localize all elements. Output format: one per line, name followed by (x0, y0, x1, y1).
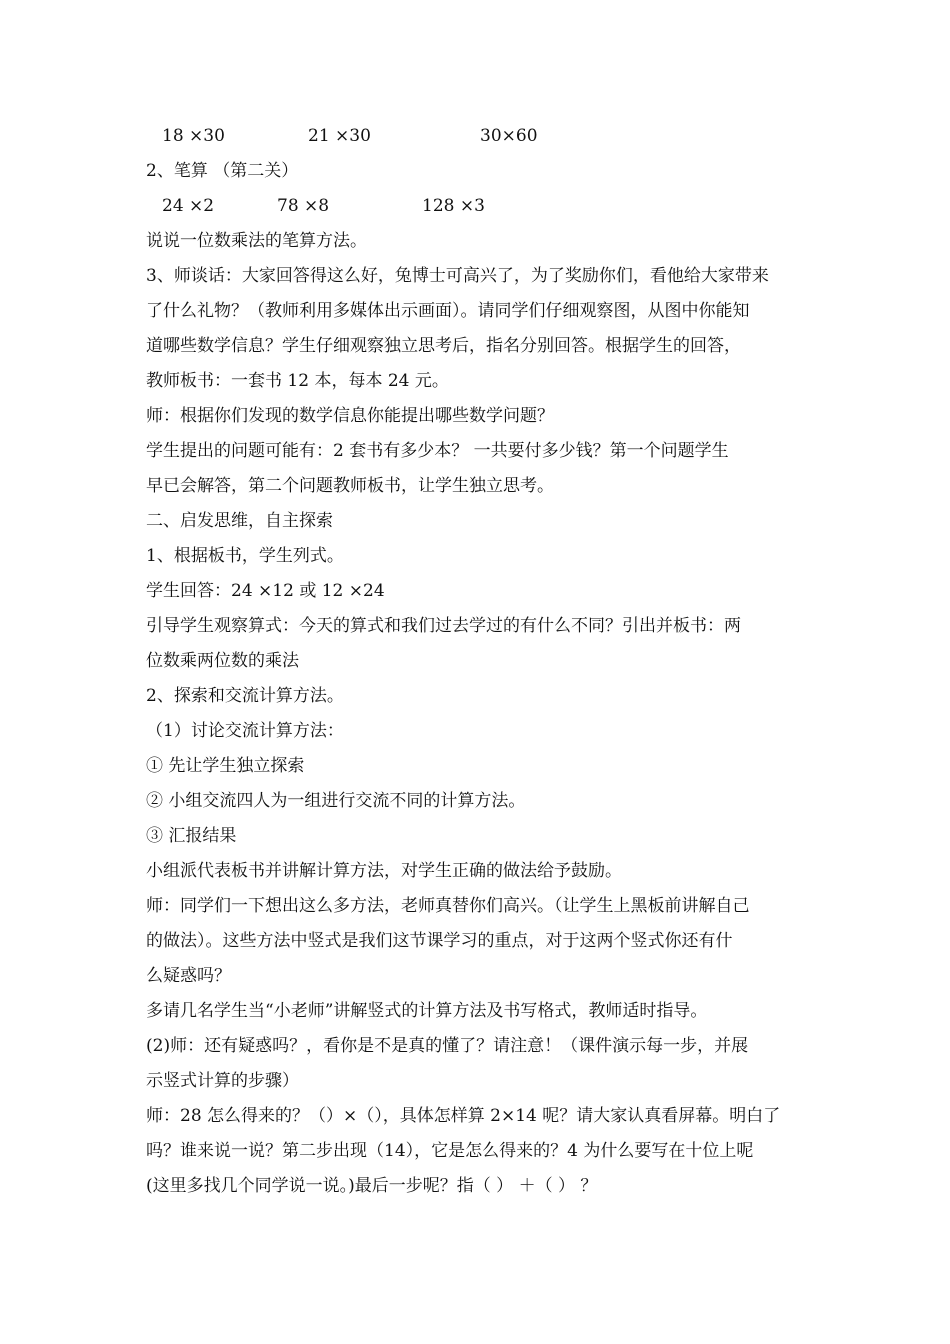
exercise-row-2 (146, 189, 814, 223)
text-line: ③ 汇报结果 (146, 826, 237, 846)
text-line: 引导学生观察算式：今天的算式和我们过去学过的有什么不同？引出并板书：两 (146, 616, 741, 636)
text-line: 师：同学们一下想出这么多方法，老师真替你们高兴。（让学生上黑板前讲解自己 (146, 896, 750, 916)
text-line: 说说一位数乘法的笔算方法。 (146, 231, 367, 251)
exercise: 128 ×3 (422, 196, 485, 216)
exercise-row-1 (146, 119, 814, 153)
exercise: 18 ×30 (162, 126, 225, 146)
text-line: 吗？谁来说一说？第二步出现（14），它是怎么得来的？4 为什么要写在十位上呢 (146, 1141, 754, 1161)
text-line: (这里多找几个同学说一说。)最后一步呢？指（ ） ＋（ ） ？ (146, 1176, 598, 1196)
text-line: 学生提出的问题可能有：2 套书有多少本？ 一共要付多少钱？第一个问题学生 (146, 441, 729, 461)
exercise: 21 ×30 (308, 126, 371, 146)
exercise: 78 ×8 (277, 196, 330, 216)
text-line: ① 先让学生独立探索 (146, 756, 305, 776)
text-line: (2)师：还有疑惑吗？，看你是不是真的懂了？请注意！（课件演示每一步，并展 (146, 1036, 749, 1056)
exercise: 30×60 (480, 126, 538, 146)
text-line: 了什么礼物？（教师利用多媒体出示画面）。请同学们仔细观察图，从图中你能知 (146, 301, 750, 321)
text-line: 么疑惑吗？ (146, 966, 231, 986)
text-line: 1、根据板书，学生列式。 (146, 546, 344, 566)
exercise: 24 ×2 (162, 196, 215, 216)
text-line: 位数乘两位数的乘法 (146, 651, 299, 671)
section-heading: 二、启发思维，自主探索 (146, 511, 333, 531)
text-line: 学生回答：24 ×12 或 12 ×24 (146, 581, 385, 601)
section-heading: 2、笔算 （第二关） (146, 161, 299, 181)
text-line: ② 小组交流四人为一组进行交流不同的计算方法。 (146, 791, 526, 811)
text-line: 多请几名学生当“小老师”讲解竖式的计算方法及书写格式，教师适时指导。 (146, 1001, 708, 1021)
text-line: 示竖式计算的步骤） (146, 1071, 299, 1091)
text-line: 2、探索和交流计算方法。 (146, 686, 344, 706)
text-line: （1）讨论交流计算方法： (146, 721, 344, 741)
text-line: 早已会解答，第二个问题教师板书，让学生独立思考。 (146, 476, 554, 496)
text-line: 师：根据你们发现的数学信息你能提出哪些数学问题？ (146, 406, 554, 426)
text-line: 的做法）。这些方法中竖式是我们这节课学习的重点，对于这两个竖式你还有什 (146, 931, 733, 951)
text-line: 3、师谈话：大家回答得这么好，兔博士可高兴了，为了奖励你们，看他给大家带来 (146, 266, 769, 286)
text-line: 小组派代表板书并讲解计算方法，对学生正确的做法给予鼓励。 (146, 861, 622, 881)
text-line: 教师板书：一套书 12 本，每本 24 元。 (146, 371, 449, 391)
text-line: 师：28 怎么得来的？（）×（），具体怎样算 2×14 呢？请大家认真看屏幕。明白了 (146, 1106, 781, 1126)
text-line: 道哪些数学信息？学生仔细观察独立思考后，指名分别回答。根据学生的回答， (146, 336, 741, 356)
